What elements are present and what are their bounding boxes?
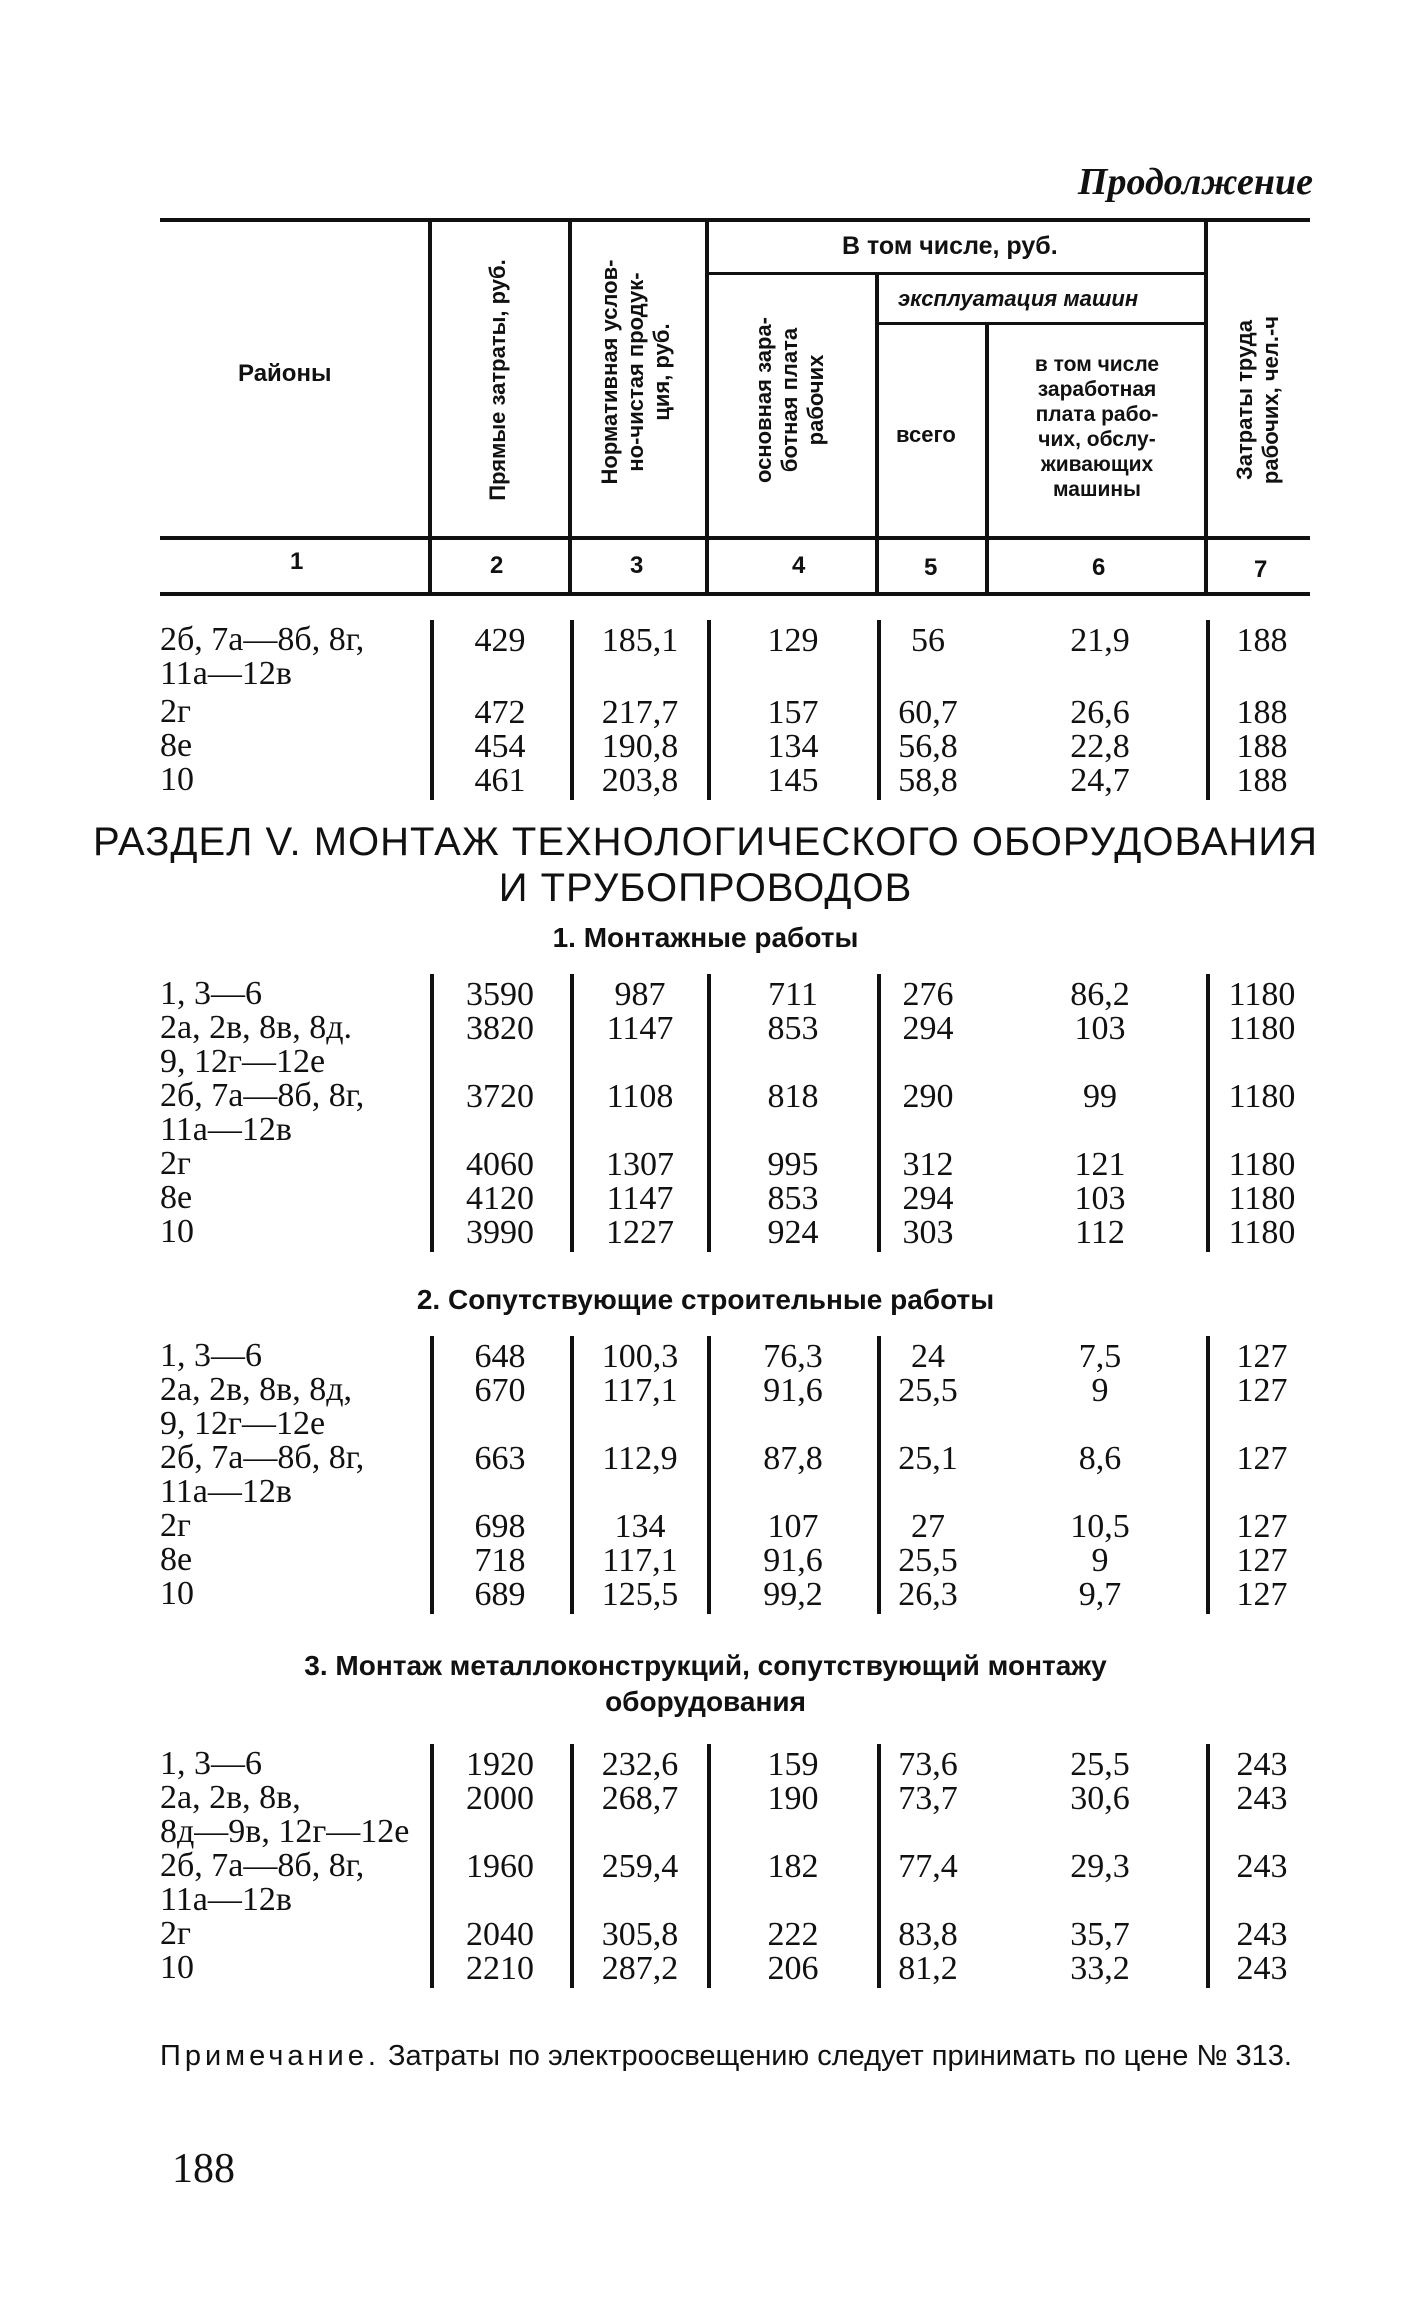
district-name: 2б, 7а—8б, 8г,	[160, 621, 365, 658]
table-cell-col-5: 312	[902, 1146, 954, 1183]
table-cell-col-3: 185,1	[601, 622, 679, 659]
table-cell-col-6: 8,6	[1078, 1440, 1122, 1477]
table-cell-col-4: 145	[767, 762, 819, 799]
table-cell-col-6: 99	[1083, 1078, 1117, 1115]
district-name: 8е	[160, 727, 193, 764]
district-name: 11а—12в	[160, 1881, 292, 1918]
table-cell-col-4: 159	[767, 1746, 819, 1783]
table-cell-col-5: 27	[911, 1508, 945, 1545]
table-cell-col-6: 9,7	[1078, 1576, 1122, 1613]
table-cell-col-7: 243	[1236, 1916, 1288, 1953]
block2-column-rule-5	[1206, 1336, 1210, 1614]
block1-column-rule-2	[570, 974, 574, 1252]
table-cell-col-5: 60,7	[898, 694, 958, 731]
table-cell-col-2: 461	[474, 762, 526, 799]
table-cell-col-4: 818	[767, 1078, 819, 1115]
table-cell-col-5: 58,8	[898, 762, 958, 799]
table-cell-col-3: 190,8	[601, 728, 679, 765]
district-name: 10	[160, 1213, 194, 1250]
table-cell-col-3: 1147	[606, 1010, 674, 1047]
col-wages-header: основная зара- ботная плата рабочих	[751, 317, 828, 483]
district-name: 9, 12г—12е	[160, 1043, 326, 1080]
district-name: 1, 3—6	[160, 975, 262, 1012]
table-cell-col-5: 56	[911, 622, 945, 659]
block2-title: 2. Сопутствующие строительные работы	[416, 1284, 995, 1315]
col-labor-header: Затраты труда рабочих, чел.-ч	[1232, 315, 1283, 485]
table-cell-col-5: 24	[911, 1338, 945, 1375]
table-cell-col-7: 188	[1236, 728, 1288, 765]
table-cell-col-5: 25,1	[898, 1440, 958, 1477]
note-text: Затраты по электроосвещению следует принимать по цене № 313.	[379, 2040, 1292, 2072]
col-machines-header: эксплуатация машин	[898, 286, 1139, 311]
district-name: 1, 3—6	[160, 1745, 262, 1782]
table-cell-col-7: 127	[1236, 1542, 1288, 1579]
table-cell-col-2: 663	[474, 1440, 526, 1477]
table-cell-col-7: 188	[1236, 762, 1288, 799]
block1-column-rule-4	[877, 974, 881, 1252]
table-cell-col-6: 9	[1091, 1542, 1109, 1579]
table-cell-col-7: 1180	[1228, 1214, 1296, 1251]
table-cell-col-5: 294	[902, 1010, 954, 1047]
table-cell-col-3: 259,4	[601, 1848, 679, 1885]
block1-column-rule-5	[1206, 974, 1210, 1252]
table-cell-col-7: 243	[1236, 1950, 1288, 1987]
table-cell-col-3: 287,2	[601, 1950, 679, 1987]
number-row-rule	[160, 592, 1310, 596]
table-cell-col-6: 121	[1074, 1146, 1126, 1183]
table-cell-col-5: 290	[902, 1078, 954, 1115]
block3-title-line-2: оборудования	[605, 1686, 806, 1717]
table-cell-col-5: 81,2	[898, 1950, 958, 1987]
table-cell-col-7: 1180	[1228, 1146, 1296, 1183]
col-machine-wages-header: в том числе заработная плата рабо- чих, обслу- живающих машины	[1034, 353, 1160, 501]
table-cell-col-6: 30,6	[1070, 1780, 1130, 1817]
table-cell-col-3: 117,1	[602, 1542, 678, 1579]
table-cell-col-4: 206	[767, 1950, 819, 1987]
table-cell-col-7: 127	[1236, 1372, 1288, 1409]
col-total-header: всего	[896, 422, 956, 447]
table-cell-col-3: 203,8	[601, 762, 679, 799]
block2-column-rule-2	[570, 1336, 574, 1614]
table-cell-col-2: 2000	[466, 1780, 534, 1817]
block0-column-rule-3	[707, 620, 711, 800]
district-name: 10	[160, 1575, 194, 1612]
block0-column-rule-1	[430, 620, 434, 800]
table-cell-col-7: 1180	[1228, 1010, 1296, 1047]
district-name: 2б, 7а—8б, 8г,	[160, 1439, 365, 1476]
table-cell-col-6: 86,2	[1070, 976, 1130, 1013]
table-cell-col-2: 3990	[466, 1214, 534, 1251]
table-cell-col-6: 33,2	[1070, 1950, 1130, 1987]
table-cell-col-5: 56,8	[898, 728, 958, 765]
col-normative-header: Нормативная услов- но-чистая продук- ция, руб.	[597, 259, 674, 485]
table-cell-col-7: 1180	[1228, 1078, 1296, 1115]
table-cell-col-4: 182	[767, 1848, 819, 1885]
table-cell-col-3: 217,7	[601, 694, 679, 731]
machines-rule	[876, 322, 1206, 325]
header-vline-6	[1204, 222, 1208, 592]
table-cell-col-2: 689	[474, 1576, 526, 1613]
table-cell-col-2: 648	[474, 1338, 526, 1375]
page-number: 188	[172, 2146, 235, 2192]
district-name: 2г	[160, 693, 191, 730]
table-cell-col-4: 91,6	[763, 1372, 823, 1409]
header-vline-2	[568, 222, 572, 592]
table-cell-col-7: 243	[1236, 1746, 1288, 1783]
table-cell-col-5: 73,7	[898, 1780, 958, 1817]
table-cell-col-7: 127	[1236, 1576, 1288, 1613]
table-cell-col-2: 1920	[466, 1746, 534, 1783]
table-cell-col-6: 29,3	[1070, 1848, 1130, 1885]
col-number-4: 4	[792, 552, 806, 579]
table-cell-col-3: 112,9	[602, 1440, 678, 1477]
table-cell-col-4: 222	[767, 1916, 819, 1953]
district-name: 2г	[160, 1507, 191, 1544]
table-cell-col-3: 987	[614, 976, 666, 1013]
note-label: Примечание.	[160, 2040, 380, 2072]
table-cell-col-5: 294	[902, 1180, 954, 1217]
table-cell-col-4: 157	[767, 694, 819, 731]
block0-column-rule-5	[1206, 620, 1210, 800]
table-cell-col-6: 9	[1091, 1372, 1109, 1409]
table-cell-col-3: 232,6	[601, 1746, 679, 1783]
block1-column-rule-1	[430, 974, 434, 1252]
district-name: 11а—12в	[160, 1473, 292, 1510]
table-cell-col-7: 188	[1236, 622, 1288, 659]
header-top-rule	[160, 218, 1310, 222]
table-cell-col-4: 924	[767, 1214, 819, 1251]
district-name: 2г	[160, 1915, 191, 1952]
including-rule	[706, 272, 1204, 275]
table-cell-col-5: 73,6	[898, 1746, 958, 1783]
table-cell-col-3: 1147	[606, 1180, 674, 1217]
header-vline-4	[875, 275, 879, 592]
table-cell-col-3: 1227	[606, 1214, 674, 1251]
district-name: 10	[160, 761, 194, 798]
col-districts-header: Районы	[238, 360, 332, 387]
table-cell-col-7: 1180	[1228, 1180, 1296, 1217]
block3-column-rule-1	[430, 1744, 434, 1988]
table-cell-col-2: 472	[474, 694, 526, 731]
table-cell-col-2: 454	[474, 728, 526, 765]
table-cell-col-2: 2040	[466, 1916, 534, 1953]
table-cell-col-2: 698	[474, 1508, 526, 1545]
district-name: 2б, 7а—8б, 8г,	[160, 1077, 365, 1114]
table-cell-col-2: 3720	[466, 1078, 534, 1115]
table-cell-col-3: 1307	[606, 1146, 674, 1183]
table-cell-col-6: 103	[1074, 1180, 1126, 1217]
table-cell-col-2: 3590	[466, 976, 534, 1013]
table-cell-col-7: 127	[1236, 1508, 1288, 1545]
section-title-line-1: РАЗДЕЛ V. МОНТАЖ ТЕХНОЛОГИЧЕСКОГО ОБОРУДОВАНИЯ	[92, 820, 1319, 864]
table-cell-col-3: 134	[614, 1508, 666, 1545]
header-vline-3	[705, 222, 709, 592]
district-name: 2а, 2в, 8в, 8д.	[160, 1009, 352, 1046]
table-cell-col-5: 303	[902, 1214, 954, 1251]
table-cell-col-2: 718	[474, 1542, 526, 1579]
table-cell-col-2: 2210	[466, 1950, 534, 1987]
table-cell-col-7: 127	[1236, 1338, 1288, 1375]
district-name: 8е	[160, 1179, 193, 1216]
table-cell-col-7: 243	[1236, 1848, 1288, 1885]
table-cell-col-6: 24,7	[1070, 762, 1130, 799]
table-cell-col-6: 35,7	[1070, 1916, 1130, 1953]
district-name: 2а, 2в, 8в,	[160, 1779, 301, 1816]
table-cell-col-5: 25,5	[898, 1542, 958, 1579]
table-cell-col-7: 243	[1236, 1780, 1288, 1817]
table-cell-col-2: 1960	[466, 1848, 534, 1885]
table-cell-col-7: 127	[1236, 1440, 1288, 1477]
table-cell-col-2: 429	[474, 622, 526, 659]
block2-column-rule-4	[877, 1336, 881, 1614]
district-name: 10	[160, 1949, 194, 1986]
table-cell-col-4: 134	[767, 728, 819, 765]
table-cell-col-4: 711	[768, 976, 818, 1013]
table-cell-col-4: 87,8	[763, 1440, 823, 1477]
block2-column-rule-3	[707, 1336, 711, 1614]
table-cell-col-4: 190	[767, 1780, 819, 1817]
table-cell-col-4: 91,6	[763, 1542, 823, 1579]
block3-title-line-1: 3. Монтаж металлоконструкций, сопутствующий монтажу	[304, 1650, 1107, 1681]
continuation-label: Продолжение	[1077, 161, 1313, 203]
col-number-6: 6	[1092, 554, 1106, 581]
block0-column-rule-4	[877, 620, 881, 800]
table-cell-col-7: 1180	[1228, 976, 1296, 1013]
table-cell-col-4: 853	[767, 1010, 819, 1047]
col-number-1: 1	[290, 548, 304, 575]
header-vline-1	[428, 222, 432, 592]
district-name: 2а, 2в, 8в, 8д,	[160, 1371, 352, 1408]
block0-column-rule-2	[570, 620, 574, 800]
note	[160, 2036, 1310, 2076]
table-cell-col-2: 4120	[466, 1180, 534, 1217]
block1-column-rule-3	[707, 974, 711, 1252]
table-cell-col-3: 305,8	[601, 1916, 679, 1953]
table-cell-col-6: 25,5	[1070, 1746, 1130, 1783]
table-cell-col-4: 129	[767, 622, 819, 659]
table-cell-col-6: 10,5	[1070, 1508, 1130, 1545]
block1-title: 1. Монтажные работы	[552, 922, 859, 953]
col-number-5: 5	[924, 554, 938, 581]
table-cell-col-4: 853	[767, 1180, 819, 1217]
header-vline-5	[985, 325, 989, 592]
block3-column-rule-3	[707, 1744, 711, 1988]
table-cell-col-6: 22,8	[1070, 728, 1130, 765]
col-number-3: 3	[630, 552, 644, 579]
table-cell-col-7: 188	[1236, 694, 1288, 731]
table-cell-col-6: 103	[1074, 1010, 1126, 1047]
table-cell-col-4: 995	[767, 1146, 819, 1183]
col-including-header: В том числе, руб.	[842, 232, 1058, 260]
district-name: 8е	[160, 1541, 193, 1578]
block3-column-rule-5	[1206, 1744, 1210, 1988]
col-direct-header: Прямые затраты, руб.	[485, 259, 510, 501]
table-cell-col-3: 117,1	[602, 1372, 678, 1409]
col-number-7: 7	[1254, 556, 1268, 583]
table-cell-col-4: 99,2	[763, 1576, 823, 1613]
district-name: 8д—9в, 12г—12е	[160, 1813, 410, 1850]
block3-column-rule-2	[570, 1744, 574, 1988]
block3-column-rule-4	[877, 1744, 881, 1988]
table-cell-col-6: 21,9	[1070, 622, 1130, 659]
district-name: 9, 12г—12е	[160, 1405, 326, 1442]
table-cell-col-4: 76,3	[763, 1338, 823, 1375]
section-title-line-2: И ТРУБОПРОВОДОВ	[498, 866, 913, 910]
district-name: 11а—12в	[160, 655, 292, 692]
table-cell-col-3: 100,3	[601, 1338, 679, 1375]
table-cell-col-6: 7,5	[1078, 1338, 1122, 1375]
table-cell-col-3: 1108	[606, 1078, 674, 1115]
table-cell-col-2: 4060	[466, 1146, 534, 1183]
district-name: 2г	[160, 1145, 191, 1182]
district-name: 2б, 7а—8б, 8г,	[160, 1847, 365, 1884]
table-cell-col-2: 3820	[466, 1010, 534, 1047]
table-cell-col-4: 107	[767, 1508, 819, 1545]
table-cell-col-5: 25,5	[898, 1372, 958, 1409]
block2-column-rule-1	[430, 1336, 434, 1614]
table-cell-col-5: 77,4	[898, 1848, 958, 1885]
district-name: 1, 3—6	[160, 1337, 262, 1374]
header-bottom-rule	[160, 536, 1310, 540]
district-name: 11а—12в	[160, 1111, 292, 1148]
table-cell-col-6: 112	[1075, 1214, 1125, 1251]
table-cell-col-3: 125,5	[601, 1576, 679, 1613]
table-cell-col-5: 26,3	[898, 1576, 958, 1613]
col-number-2: 2	[490, 552, 504, 579]
table-cell-col-6: 26,6	[1070, 694, 1130, 731]
table-cell-col-3: 268,7	[601, 1780, 679, 1817]
table-cell-col-2: 670	[474, 1372, 526, 1409]
table-cell-col-5: 83,8	[898, 1916, 958, 1953]
table-cell-col-5: 276	[902, 976, 954, 1013]
